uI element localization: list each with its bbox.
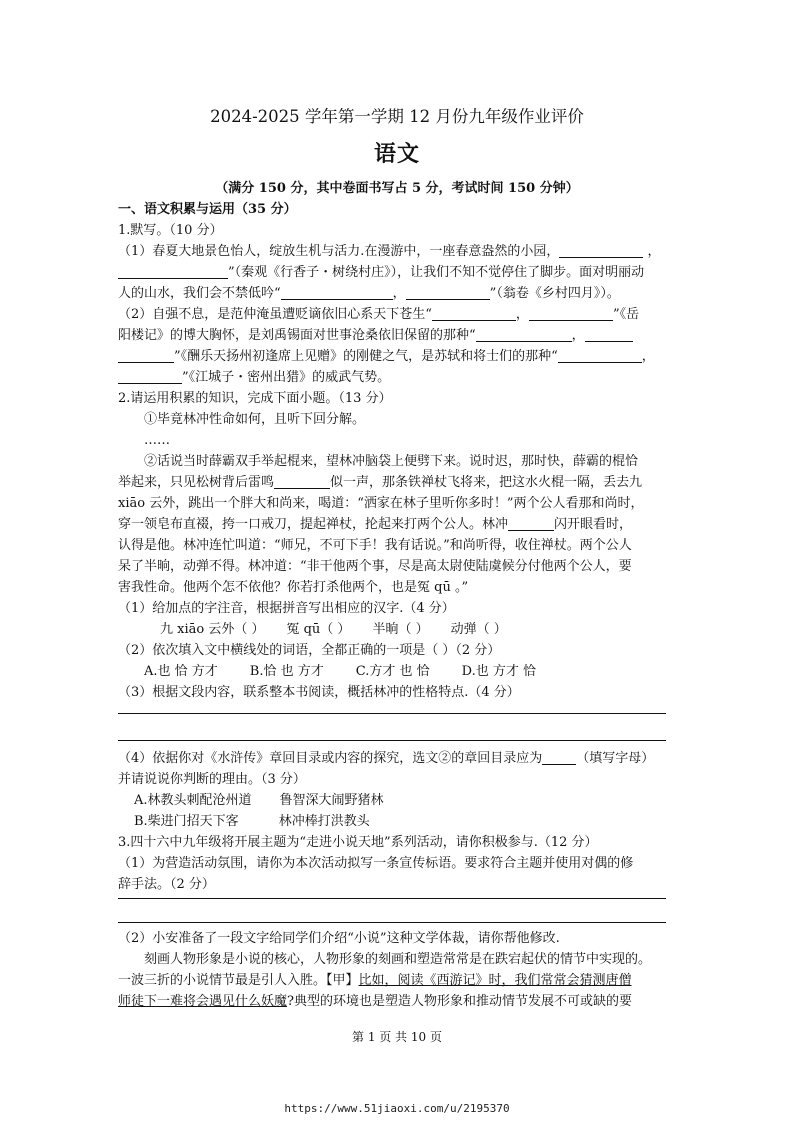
chapter-title: A.林教头刺配沧州道	[134, 793, 252, 808]
q1-line: 阳楼记》的博大胸怀，是刘禹锡面对世事沧桑依旧保留的那种“ ，	[118, 325, 678, 346]
answer-blank[interactable]	[476, 327, 572, 342]
answer-blank[interactable]	[274, 474, 330, 489]
choice-option[interactable]: A.也 恰 方才	[144, 664, 218, 679]
passage-line	[118, 991, 678, 1012]
answer-blank[interactable]	[406, 285, 490, 300]
q2-sub4-cont: 并请说说你判断的理由。（3 分）	[118, 772, 306, 787]
answer-line[interactable]	[118, 922, 666, 923]
answer-blank[interactable]	[559, 243, 643, 258]
chapter-option-b[interactable]	[134, 811, 694, 832]
choice-option[interactable]: C.方才 也 恰	[355, 664, 430, 679]
pinyin-item: 动弹（ ）	[450, 622, 507, 637]
passage-text: 穿一领皂布直裰，挎一口戒刀，提起禅杖，抡起来打两个公人。林冲	[118, 517, 509, 532]
answer-blank[interactable]	[585, 327, 633, 342]
passage-line: 呆了半晌，动弹不得。林冲道：“非干他两个事，尽是高太尉使陆虞候分付他两个公人，要	[118, 559, 632, 574]
page-title: 2024-2025 学年第一学期 12 月份九年级作业评价	[210, 107, 584, 126]
answer-blank[interactable]	[529, 306, 613, 321]
passage-line: ①毕竟林冲性命如何，且听下回分解。	[144, 412, 366, 427]
q1-text: （1）春夏大地景色怡人，绽放生机与活力.在漫游中，一座春意盎然的小园，	[118, 244, 560, 259]
answer-blank[interactable]	[118, 264, 228, 279]
answer-blank[interactable]	[281, 285, 393, 300]
underlined-sentence: 师徒下一难将会遇见什么妖魔	[118, 994, 288, 1009]
section-heading: 一、语文积累与运用（35 分）	[118, 202, 297, 217]
q1-line: （2）自强不息，是范仲淹虽遭贬谪依旧心系天下苍生“ ， ”《岳	[118, 307, 640, 322]
q1-line: 人的山水，我们会不禁低吟“ ， ”（翁卷《乡村四月》）。	[118, 286, 620, 301]
q1-line	[118, 262, 678, 283]
passage-text: 似一声，那条铁禅杖飞将来，把这水火棍一隔，丢去九	[330, 475, 643, 490]
passage-text: ?典型的环境也是塑造人物形象和推动情节发展不可或缺的要	[287, 994, 632, 1009]
answer-blank[interactable]	[118, 348, 174, 363]
q2-sub3: （3）根据文段内容，联系整本书阅读，概括林冲的性格特点.（4 分）	[118, 685, 520, 700]
passage-ellipsis: ……	[144, 433, 170, 448]
passage-line	[118, 472, 678, 493]
page-number: 第 1 页 共 10 页	[352, 1030, 442, 1044]
q3-heading: 3.四十六中九年级将开展主题为“走进小说天地”系列活动，请你积极参与.（12 分）	[118, 835, 598, 850]
answer-line[interactable]	[118, 713, 666, 714]
answer-blank[interactable]	[542, 750, 576, 765]
q1-text: 阳楼记》的博大胸怀，是刘禹锡面对世事沧桑依旧保留的那种“	[118, 328, 476, 343]
passage-line: ②话说当时薛霸双手举起棍来，望林冲脑袋上便劈下来。说时迟，那时快，薛霸的棍恰	[144, 454, 639, 469]
passage-text: 举起来，只见松树背后雷鸣	[118, 475, 275, 490]
watermark-url[interactable]: https://www.51jiaoxi.com/u/2195370	[284, 1102, 510, 1115]
passage-text: 一波三折的小说情节最是引人入胜。【甲】	[118, 973, 359, 988]
passage-line: 认得是他。林冲连忙叫道：“师兄，不可下手！我有话说。”和尚听得，收住禅杖。两个公人	[118, 538, 632, 553]
passage-text: 闪开眼看时，	[554, 517, 633, 532]
q1-text: ”《江城子・密州出猎》的威武气势。	[182, 370, 391, 385]
q1-text: 人的山水，我们会不禁低吟“	[118, 286, 281, 301]
q2-sub1-items	[160, 619, 720, 640]
q1-line: ”《酬乐天扬州初逢席上见赠》的刚健之气，是苏轼和将士们的那种“ ，	[118, 346, 678, 367]
underlined-sentence: 比如，阅读《西游记》时，我们常常会猜测唐僧	[358, 973, 632, 988]
answer-blank[interactable]	[508, 516, 554, 531]
q1-text: ”（秦观《行香子・树绕村庄》），让我们不知不觉停住了脚步。面对明丽动	[228, 265, 645, 280]
chapter-title: B.柴进门招天下客	[134, 814, 239, 829]
answer-line[interactable]	[118, 740, 666, 741]
q1-heading: 1.默写。（10 分）	[118, 223, 223, 238]
q3-sub2: （2）小安准备了一段文字给同学们介绍“小说”这种文学体裁，请你帮他修改.	[118, 931, 560, 946]
exam-subtitle: （满分 150 分，其中卷面书写占 5 分，考试时间 150 分钟）	[215, 181, 579, 196]
q3-sub1: （1）为营造活动氛围，请你为本次活动拟写一条宣传标语。要求符合主题并使用对偶的修	[118, 856, 634, 871]
q1-text: ”《岳	[612, 307, 640, 322]
passage-line: xiāo 云外，跳出一个胖大和尚来，喝道：“洒家在林子里听你多时！”两个公人看那和尚时，	[118, 496, 644, 511]
q2-sub4	[118, 748, 678, 769]
answer-blank[interactable]	[118, 369, 182, 384]
q1-line	[118, 367, 678, 388]
choice-option[interactable]: B.恰 也 方才	[249, 664, 324, 679]
chapter-option-a[interactable]	[134, 790, 694, 811]
q2-sub2: （2）依次填入文中横线处的词语，全都正确的一项是（ ）（2 分）	[118, 643, 501, 658]
chapter-title: 鲁智深大闹野猪林	[279, 793, 384, 808]
answer-blank[interactable]	[558, 348, 642, 363]
q2-heading: 2.请运用积累的知识，完成下面小题。（13 分）	[118, 391, 392, 406]
q2-sub4-text: （4）依据你对《水浒传》章回目录或内容的探究，选文②的章回目录应为	[118, 751, 543, 766]
q2-sub4-text: （填写字母）	[576, 751, 655, 766]
pinyin-item: 半晌（ ）	[372, 622, 429, 637]
q1-text: ”《酬乐天扬州初逢席上见赠》的刚健之气，是苏轼和将士们的那种“	[174, 349, 558, 364]
q1-line: （1）春夏大地景色怡人，绽放生机与活力.在漫游中，一座春意盎然的小园， ，	[118, 244, 661, 259]
subject-heading: 语文	[373, 141, 420, 167]
q1-text: （2）自强不息，是范仲淹虽遭贬谪依旧心系天下苍生“	[118, 307, 432, 322]
passage-line: 害我性命。他两个怎不依他？你若打杀他两个，也是冤 qū 。”	[118, 580, 469, 595]
q3-sub1-cont: 辞手法。（2 分）	[118, 877, 215, 892]
q1-text: ”（翁卷《乡村四月》）。	[489, 286, 620, 301]
passage-line: 刻画人物形象是小说的核心，人物形象的刻画和塑造常常是在跌宕起伏的情节中实现的。	[144, 952, 652, 967]
chapter-title: 林冲棒打洪教头	[278, 814, 370, 829]
answer-blank[interactable]	[432, 306, 516, 321]
choice-option[interactable]: D.也 方才 恰	[461, 664, 536, 679]
pinyin-item: 冤 qū（ ）	[286, 622, 351, 637]
answer-line[interactable]	[118, 898, 666, 899]
q2-sub1: （1）给加点的字注音，根据拼音写出相应的汉字.（4 分）	[118, 601, 455, 616]
pinyin-item: 九 xiāo 云外（ ）	[160, 622, 265, 637]
passage-line	[118, 514, 678, 535]
q2-sub2-options	[144, 661, 704, 682]
passage-line	[118, 970, 678, 991]
